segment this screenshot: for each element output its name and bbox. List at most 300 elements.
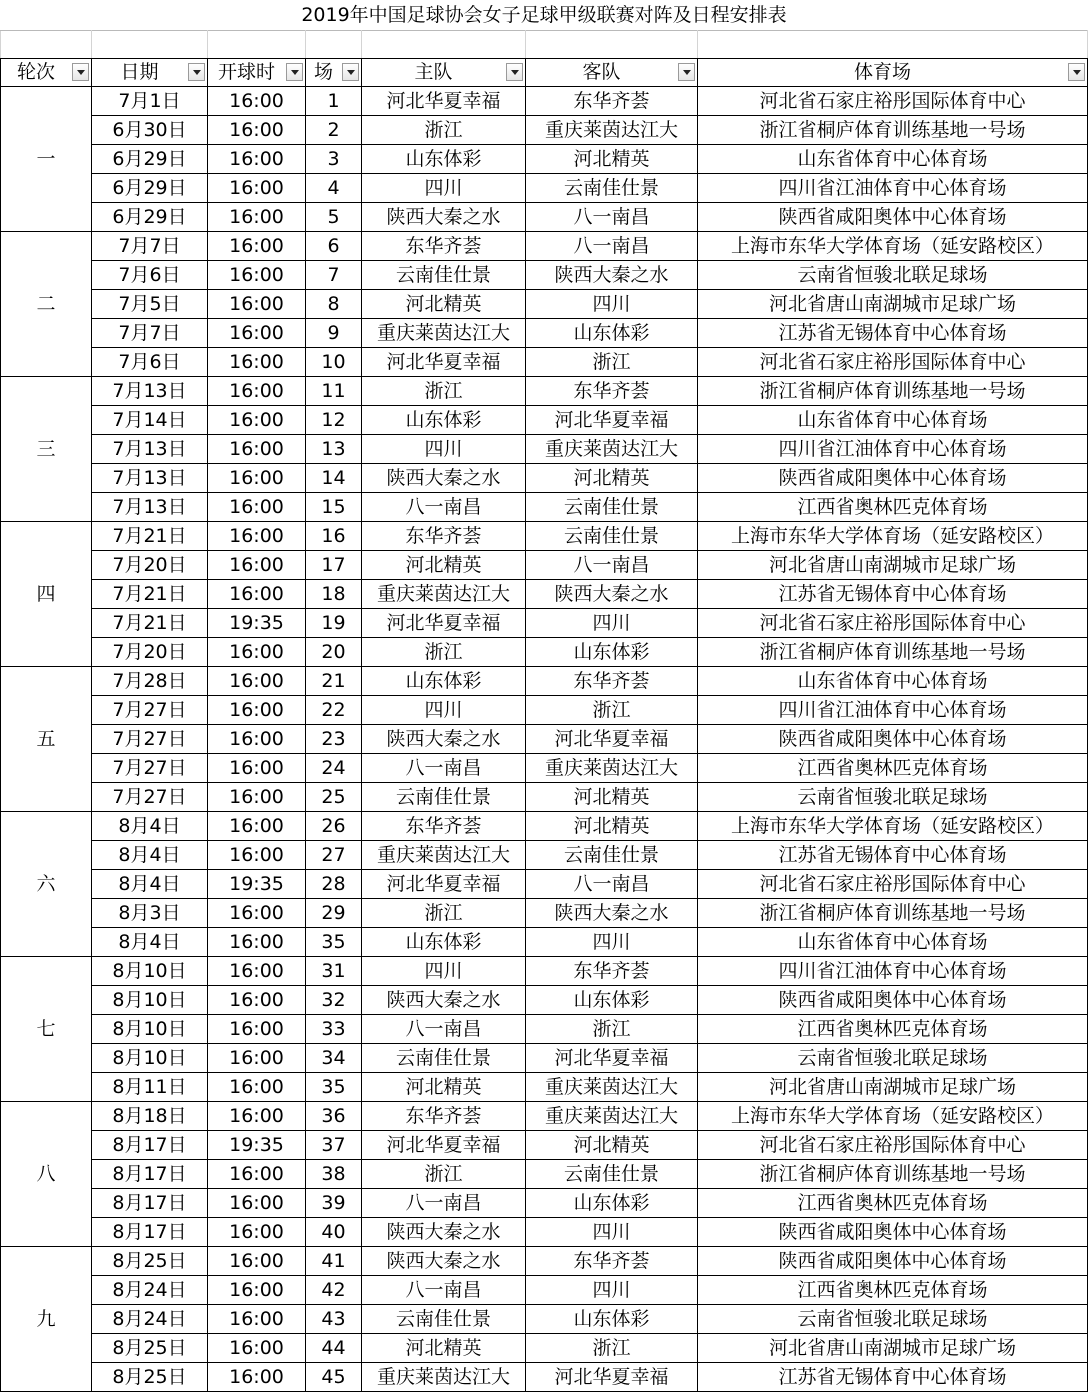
date-cell[interactable]: 8月17日 — [92, 1218, 208, 1247]
match-number-cell[interactable]: 25 — [306, 783, 362, 812]
date-cell[interactable]: 8月4日 — [92, 812, 208, 841]
match-number-cell[interactable]: 26 — [306, 812, 362, 841]
date-cell[interactable]: 6月29日 — [92, 145, 208, 174]
date-cell[interactable]: 7月27日 — [92, 783, 208, 812]
kickoff-time-cell[interactable]: 16:00 — [208, 580, 306, 609]
venue-cell[interactable]: 四川省江油体育中心体育场 — [698, 174, 1088, 203]
home-team-cell[interactable]: 四川 — [362, 696, 526, 725]
round-cell[interactable]: 六 — [1, 812, 92, 957]
away-team-cell[interactable]: 河北精英 — [526, 145, 698, 174]
kickoff-time-cell[interactable]: 16:00 — [208, 667, 306, 696]
kickoff-time-cell[interactable]: 16:00 — [208, 841, 306, 870]
away-team-cell[interactable]: 四川 — [526, 1276, 698, 1305]
venue-cell[interactable]: 河北省唐山南湖城市足球广场 — [698, 551, 1088, 580]
kickoff-time-cell[interactable]: 16:00 — [208, 116, 306, 145]
away-team-cell[interactable]: 重庆莱茵达江大 — [526, 754, 698, 783]
filter-dropdown-icon[interactable] — [188, 63, 205, 81]
match-number-cell[interactable]: 34 — [306, 1044, 362, 1073]
header-date[interactable] — [92, 59, 208, 87]
kickoff-time-cell[interactable]: 16:00 — [208, 145, 306, 174]
home-team-cell[interactable]: 四川 — [362, 435, 526, 464]
round-cell[interactable]: 三 — [1, 377, 92, 522]
home-team-cell[interactable]: 四川 — [362, 174, 526, 203]
kickoff-time-cell[interactable]: 16:00 — [208, 1305, 306, 1334]
filter-dropdown-icon[interactable] — [72, 63, 89, 81]
home-team-cell[interactable]: 河北华夏幸福 — [362, 87, 526, 116]
kickoff-time-cell[interactable]: 16:00 — [208, 1102, 306, 1131]
date-cell[interactable]: 8月4日 — [92, 841, 208, 870]
kickoff-time-cell[interactable]: 16:00 — [208, 1247, 306, 1276]
match-number-cell[interactable]: 41 — [306, 1247, 362, 1276]
match-number-cell[interactable]: 27 — [306, 841, 362, 870]
match-number-cell[interactable]: 21 — [306, 667, 362, 696]
round-cell[interactable]: 四 — [1, 522, 92, 667]
date-cell[interactable]: 7月5日 — [92, 290, 208, 319]
venue-cell[interactable]: 河北省石家庄裕彤国际体育中心 — [698, 87, 1088, 116]
kickoff-time-cell[interactable]: 16:00 — [208, 1334, 306, 1363]
match-number-cell[interactable]: 28 — [306, 870, 362, 899]
date-cell[interactable]: 8月17日 — [92, 1189, 208, 1218]
home-team-cell[interactable]: 河北精英 — [362, 551, 526, 580]
away-team-cell[interactable]: 浙江 — [526, 348, 698, 377]
date-cell[interactable]: 7月7日 — [92, 319, 208, 348]
away-team-cell[interactable]: 河北精英 — [526, 783, 698, 812]
header-kickoff-time[interactable] — [208, 59, 306, 87]
venue-cell[interactable]: 陕西省咸阳奥体中心体育场 — [698, 1218, 1088, 1247]
date-cell[interactable]: 8月25日 — [92, 1363, 208, 1392]
match-number-cell[interactable]: 11 — [306, 377, 362, 406]
home-team-cell[interactable]: 东华齐荟 — [362, 1102, 526, 1131]
away-team-cell[interactable]: 八一南昌 — [526, 203, 698, 232]
date-cell[interactable]: 8月25日 — [92, 1334, 208, 1363]
home-team-cell[interactable]: 重庆莱茵达江大 — [362, 1363, 526, 1392]
header-label: 日期 — [120, 61, 159, 83]
venue-cell[interactable]: 四川省江油体育中心体育场 — [698, 957, 1088, 986]
match-number-cell[interactable]: 44 — [306, 1334, 362, 1363]
date-cell[interactable]: 8月11日 — [92, 1073, 208, 1102]
header-venue[interactable] — [698, 59, 1088, 87]
away-team-cell[interactable]: 重庆莱茵达江大 — [526, 116, 698, 145]
away-team-cell[interactable]: 河北华夏幸福 — [526, 406, 698, 435]
date-cell[interactable]: 7月1日 — [92, 87, 208, 116]
venue-cell[interactable]: 山东省体育中心体育场 — [698, 928, 1088, 957]
table-row — [1, 522, 1088, 551]
filter-dropdown-icon[interactable] — [342, 63, 359, 81]
match-number-cell[interactable]: 1 — [306, 87, 362, 116]
away-team-cell[interactable]: 河北华夏幸福 — [526, 1044, 698, 1073]
venue-cell[interactable]: 江苏省无锡体育中心体育场 — [698, 319, 1088, 348]
venue-cell[interactable]: 浙江省桐庐体育训练基地一号场 — [698, 638, 1088, 667]
filter-dropdown-icon[interactable] — [678, 63, 695, 81]
home-team-cell[interactable]: 河北精英 — [362, 290, 526, 319]
home-team-cell[interactable]: 陕西大秦之水 — [362, 725, 526, 754]
kickoff-time-cell[interactable]: 16:00 — [208, 551, 306, 580]
venue-cell[interactable]: 浙江省桐庐体育训练基地一号场 — [698, 377, 1088, 406]
match-number-cell[interactable]: 33 — [306, 1015, 362, 1044]
away-team-cell[interactable]: 山东体彩 — [526, 319, 698, 348]
kickoff-time-cell[interactable]: 16:00 — [208, 348, 306, 377]
home-team-cell[interactable]: 云南佳仕景 — [362, 783, 526, 812]
header-match-number[interactable] — [306, 59, 362, 87]
home-team-cell[interactable]: 陕西大秦之水 — [362, 464, 526, 493]
header-home-team[interactable] — [362, 59, 526, 87]
home-team-cell[interactable]: 河北华夏幸福 — [362, 348, 526, 377]
venue-cell[interactable]: 浙江省桐庐体育训练基地一号场 — [698, 899, 1088, 928]
away-team-cell[interactable]: 河北精英 — [526, 812, 698, 841]
kickoff-time-cell[interactable]: 16:00 — [208, 1015, 306, 1044]
venue-cell[interactable]: 河北省唐山南湖城市足球广场 — [698, 1073, 1088, 1102]
away-team-cell[interactable]: 河北华夏幸福 — [526, 725, 698, 754]
kickoff-time-cell[interactable]: 16:00 — [208, 290, 306, 319]
round-cell[interactable]: 九 — [1, 1247, 92, 1392]
kickoff-time-cell[interactable]: 16:00 — [208, 522, 306, 551]
match-number-cell[interactable]: 45 — [306, 1363, 362, 1392]
kickoff-time-cell[interactable]: 16:00 — [208, 899, 306, 928]
date-cell[interactable]: 7月13日 — [92, 377, 208, 406]
match-number-cell[interactable]: 37 — [306, 1131, 362, 1160]
away-team-cell[interactable]: 浙江 — [526, 696, 698, 725]
kickoff-time-cell[interactable]: 16:00 — [208, 261, 306, 290]
away-team-cell[interactable]: 重庆莱茵达江大 — [526, 1073, 698, 1102]
home-team-cell[interactable]: 八一南昌 — [362, 493, 526, 522]
match-number-cell[interactable]: 12 — [306, 406, 362, 435]
date-cell[interactable]: 8月10日 — [92, 986, 208, 1015]
home-team-cell[interactable]: 云南佳仕景 — [362, 1305, 526, 1334]
kickoff-time-cell[interactable]: 16:00 — [208, 1363, 306, 1392]
home-team-cell[interactable]: 八一南昌 — [362, 754, 526, 783]
kickoff-time-cell[interactable]: 16:00 — [208, 493, 306, 522]
venue-cell[interactable]: 江西省奥林匹克体育场 — [698, 1189, 1088, 1218]
match-number-cell[interactable]: 35 — [306, 928, 362, 957]
date-cell[interactable]: 7月20日 — [92, 551, 208, 580]
table-row — [1, 783, 1088, 812]
home-team-cell[interactable]: 浙江 — [362, 377, 526, 406]
venue-cell[interactable]: 陕西省咸阳奥体中心体育场 — [698, 986, 1088, 1015]
venue-cell[interactable]: 陕西省咸阳奥体中心体育场 — [698, 725, 1088, 754]
away-team-cell[interactable]: 四川 — [526, 290, 698, 319]
match-number-cell[interactable]: 43 — [306, 1305, 362, 1334]
date-cell[interactable]: 7月13日 — [92, 464, 208, 493]
date-cell[interactable]: 7月6日 — [92, 348, 208, 377]
match-number-cell[interactable]: 19 — [306, 609, 362, 638]
home-team-cell[interactable]: 河北精英 — [362, 1334, 526, 1363]
away-team-cell[interactable]: 八一南昌 — [526, 232, 698, 261]
venue-cell[interactable]: 江苏省无锡体育中心体育场 — [698, 580, 1088, 609]
venue-cell[interactable]: 江西省奥林匹克体育场 — [698, 754, 1088, 783]
round-cell[interactable]: 七 — [1, 957, 92, 1102]
kickoff-time-cell[interactable]: 16:00 — [208, 406, 306, 435]
away-team-cell[interactable]: 山东体彩 — [526, 1189, 698, 1218]
match-number-cell[interactable]: 32 — [306, 986, 362, 1015]
date-cell[interactable]: 7月21日 — [92, 522, 208, 551]
header-away-team[interactable] — [526, 59, 698, 87]
venue-cell[interactable]: 上海市东华大学体育场（延安路校区） — [698, 812, 1088, 841]
away-team-cell[interactable]: 云南佳仕景 — [526, 841, 698, 870]
match-number-cell[interactable]: 3 — [306, 145, 362, 174]
venue-cell[interactable]: 河北省石家庄裕彤国际体育中心 — [698, 609, 1088, 638]
kickoff-time-cell[interactable]: 16:00 — [208, 1160, 306, 1189]
away-team-cell[interactable]: 浙江 — [526, 1015, 698, 1044]
match-number-cell[interactable]: 31 — [306, 957, 362, 986]
kickoff-time-cell[interactable]: 16:00 — [208, 232, 306, 261]
round-cell[interactable]: 五 — [1, 667, 92, 812]
kickoff-time-cell[interactable]: 16:00 — [208, 928, 306, 957]
away-team-cell[interactable]: 八一南昌 — [526, 551, 698, 580]
kickoff-time-cell[interactable]: 16:00 — [208, 435, 306, 464]
kickoff-time-cell[interactable]: 16:00 — [208, 319, 306, 348]
date-cell[interactable]: 7月27日 — [92, 696, 208, 725]
away-team-cell[interactable]: 东华齐荟 — [526, 667, 698, 696]
match-number-cell[interactable]: 5 — [306, 203, 362, 232]
kickoff-time-cell[interactable]: 16:00 — [208, 638, 306, 667]
match-number-cell[interactable]: 14 — [306, 464, 362, 493]
date-cell[interactable]: 7月20日 — [92, 638, 208, 667]
away-team-cell[interactable]: 四川 — [526, 1218, 698, 1247]
home-team-cell[interactable]: 八一南昌 — [362, 1015, 526, 1044]
home-team-cell[interactable]: 浙江 — [362, 116, 526, 145]
match-number-cell[interactable]: 38 — [306, 1160, 362, 1189]
table-row — [1, 957, 1088, 986]
away-team-cell[interactable]: 东华齐荟 — [526, 957, 698, 986]
away-team-cell[interactable]: 四川 — [526, 928, 698, 957]
away-team-cell[interactable]: 云南佳仕景 — [526, 1160, 698, 1189]
home-team-cell[interactable]: 陕西大秦之水 — [362, 203, 526, 232]
match-number-cell[interactable]: 23 — [306, 725, 362, 754]
home-team-cell[interactable]: 河北华夏幸福 — [362, 870, 526, 899]
away-team-cell[interactable]: 四川 — [526, 609, 698, 638]
date-cell[interactable]: 7月13日 — [92, 493, 208, 522]
home-team-cell[interactable]: 四川 — [362, 957, 526, 986]
away-team-cell[interactable]: 云南佳仕景 — [526, 174, 698, 203]
match-number-cell[interactable]: 7 — [306, 261, 362, 290]
away-team-cell[interactable]: 重庆莱茵达江大 — [526, 435, 698, 464]
away-team-cell[interactable]: 陕西大秦之水 — [526, 580, 698, 609]
date-cell[interactable]: 6月29日 — [92, 203, 208, 232]
date-cell[interactable]: 8月18日 — [92, 1102, 208, 1131]
venue-cell[interactable]: 河北省石家庄裕彤国际体育中心 — [698, 1131, 1088, 1160]
home-team-cell[interactable]: 山东体彩 — [362, 667, 526, 696]
away-team-cell[interactable]: 山东体彩 — [526, 638, 698, 667]
away-team-cell[interactable]: 陕西大秦之水 — [526, 261, 698, 290]
date-cell[interactable]: 7月6日 — [92, 261, 208, 290]
kickoff-time-cell[interactable]: 16:00 — [208, 754, 306, 783]
date-cell[interactable]: 8月24日 — [92, 1305, 208, 1334]
filter-dropdown-icon[interactable] — [506, 63, 523, 81]
date-cell[interactable]: 6月30日 — [92, 116, 208, 145]
round-cell[interactable]: 一 — [1, 87, 92, 232]
match-number-cell[interactable]: 9 — [306, 319, 362, 348]
away-team-cell[interactable]: 云南佳仕景 — [526, 493, 698, 522]
home-team-cell[interactable]: 东华齐荟 — [362, 522, 526, 551]
away-team-cell[interactable]: 山东体彩 — [526, 986, 698, 1015]
venue-cell[interactable]: 江西省奥林匹克体育场 — [698, 493, 1088, 522]
venue-cell[interactable]: 河北省石家庄裕彤国际体育中心 — [698, 870, 1088, 899]
venue-cell[interactable]: 四川省江油体育中心体育场 — [698, 696, 1088, 725]
away-team-cell[interactable]: 云南佳仕景 — [526, 522, 698, 551]
date-cell[interactable]: 7月21日 — [92, 609, 208, 638]
match-number-cell[interactable]: 10 — [306, 348, 362, 377]
match-number-cell[interactable]: 40 — [306, 1218, 362, 1247]
date-cell[interactable]: 8月25日 — [92, 1247, 208, 1276]
date-cell[interactable]: 7月13日 — [92, 435, 208, 464]
venue-cell[interactable]: 上海市东华大学体育场（延安路校区） — [698, 1102, 1088, 1131]
date-cell[interactable]: 7月28日 — [92, 667, 208, 696]
date-cell[interactable]: 7月14日 — [92, 406, 208, 435]
away-team-cell[interactable]: 八一南昌 — [526, 870, 698, 899]
kickoff-time-cell[interactable]: 16:00 — [208, 812, 306, 841]
venue-cell[interactable]: 云南省恒骏北联足球场 — [698, 261, 1088, 290]
kickoff-time-cell[interactable]: 19:35 — [208, 1131, 306, 1160]
home-team-cell[interactable]: 浙江 — [362, 638, 526, 667]
match-number-cell[interactable]: 13 — [306, 435, 362, 464]
header-label: 轮次 — [16, 61, 55, 83]
home-team-cell[interactable]: 山东体彩 — [362, 928, 526, 957]
venue-cell[interactable]: 陕西省咸阳奥体中心体育场 — [698, 464, 1088, 493]
date-cell[interactable]: 8月10日 — [92, 1044, 208, 1073]
venue-cell[interactable]: 河北省唐山南湖城市足球广场 — [698, 290, 1088, 319]
away-team-cell[interactable]: 陕西大秦之水 — [526, 899, 698, 928]
date-cell[interactable]: 7月21日 — [92, 580, 208, 609]
venue-cell[interactable]: 浙江省桐庐体育训练基地一号场 — [698, 1160, 1088, 1189]
date-cell[interactable]: 8月17日 — [92, 1131, 208, 1160]
date-cell[interactable]: 8月17日 — [92, 1160, 208, 1189]
venue-cell[interactable]: 江苏省无锡体育中心体育场 — [698, 841, 1088, 870]
match-number-cell[interactable]: 22 — [306, 696, 362, 725]
kickoff-time-cell[interactable]: 16:00 — [208, 1276, 306, 1305]
kickoff-time-cell[interactable]: 16:00 — [208, 464, 306, 493]
match-number-cell[interactable]: 4 — [306, 174, 362, 203]
home-team-cell[interactable]: 山东体彩 — [362, 145, 526, 174]
away-team-cell[interactable]: 山东体彩 — [526, 1305, 698, 1334]
filter-dropdown-icon[interactable] — [1068, 63, 1085, 81]
kickoff-time-cell[interactable]: 16:00 — [208, 174, 306, 203]
match-number-cell[interactable]: 17 — [306, 551, 362, 580]
header-label: 场 — [313, 61, 333, 83]
venue-cell[interactable]: 浙江省桐庐体育训练基地一号场 — [698, 116, 1088, 145]
home-team-cell[interactable]: 浙江 — [362, 899, 526, 928]
home-team-cell[interactable]: 东华齐荟 — [362, 232, 526, 261]
venue-cell[interactable]: 云南省恒骏北联足球场 — [698, 783, 1088, 812]
date-cell[interactable]: 8月10日 — [92, 1015, 208, 1044]
home-team-cell[interactable]: 陕西大秦之水 — [362, 1218, 526, 1247]
away-team-cell[interactable]: 河北精英 — [526, 1131, 698, 1160]
venue-cell[interactable]: 河北省唐山南湖城市足球广场 — [698, 1334, 1088, 1363]
away-team-cell[interactable]: 东华齐荟 — [526, 377, 698, 406]
venue-cell[interactable]: 山东省体育中心体育场 — [698, 406, 1088, 435]
venue-cell[interactable]: 上海市东华大学体育场（延安路校区） — [698, 232, 1088, 261]
match-number-cell[interactable]: 20 — [306, 638, 362, 667]
date-cell[interactable]: 8月3日 — [92, 899, 208, 928]
home-team-cell[interactable]: 东华齐荟 — [362, 812, 526, 841]
date-cell[interactable]: 8月24日 — [92, 1276, 208, 1305]
match-number-cell[interactable]: 15 — [306, 493, 362, 522]
home-team-cell[interactable]: 云南佳仕景 — [362, 1044, 526, 1073]
venue-cell[interactable]: 四川省江油体育中心体育场 — [698, 435, 1088, 464]
kickoff-time-cell[interactable]: 19:35 — [208, 870, 306, 899]
away-team-cell[interactable]: 东华齐荟 — [526, 87, 698, 116]
kickoff-time-cell[interactable]: 16:00 — [208, 986, 306, 1015]
match-number-cell[interactable]: 29 — [306, 899, 362, 928]
venue-cell[interactable]: 江西省奥林匹克体育场 — [698, 1015, 1088, 1044]
match-number-cell[interactable]: 18 — [306, 580, 362, 609]
kickoff-time-cell[interactable]: 16:00 — [208, 696, 306, 725]
kickoff-time-cell[interactable]: 16:00 — [208, 87, 306, 116]
filter-dropdown-icon[interactable] — [286, 63, 303, 81]
venue-cell[interactable]: 江西省奥林匹克体育场 — [698, 1276, 1088, 1305]
date-cell[interactable]: 6月29日 — [92, 174, 208, 203]
home-team-cell[interactable]: 河北精英 — [362, 1073, 526, 1102]
venue-cell[interactable]: 江苏省无锡体育中心体育场 — [698, 1363, 1088, 1392]
away-team-cell[interactable]: 河北精英 — [526, 464, 698, 493]
kickoff-time-cell[interactable]: 16:00 — [208, 725, 306, 754]
venue-cell[interactable]: 陕西省咸阳奥体中心体育场 — [698, 1247, 1088, 1276]
venue-cell[interactable]: 山东省体育中心体育场 — [698, 145, 1088, 174]
match-number-cell[interactable]: 39 — [306, 1189, 362, 1218]
home-team-cell[interactable]: 重庆莱茵达江大 — [362, 319, 526, 348]
home-team-cell[interactable]: 山东体彩 — [362, 406, 526, 435]
kickoff-time-cell[interactable]: 16:00 — [208, 1189, 306, 1218]
venue-cell[interactable]: 陕西省咸阳奥体中心体育场 — [698, 203, 1088, 232]
match-number-cell[interactable]: 35 — [306, 1073, 362, 1102]
table-row — [1, 696, 1088, 725]
date-cell[interactable]: 7月27日 — [92, 725, 208, 754]
home-team-cell[interactable]: 河北华夏幸福 — [362, 1131, 526, 1160]
round-cell[interactable]: 八 — [1, 1102, 92, 1247]
header-round[interactable] — [1, 59, 92, 87]
venue-cell[interactable]: 云南省恒骏北联足球场 — [698, 1044, 1088, 1073]
venue-cell[interactable]: 云南省恒骏北联足球场 — [698, 1305, 1088, 1334]
round-cell[interactable]: 二 — [1, 232, 92, 377]
kickoff-time-cell[interactable]: 16:00 — [208, 1073, 306, 1102]
kickoff-time-cell[interactable]: 16:00 — [208, 1044, 306, 1073]
date-cell[interactable]: 7月7日 — [92, 232, 208, 261]
away-team-cell[interactable]: 河北华夏幸福 — [526, 1363, 698, 1392]
match-number-cell[interactable]: 42 — [306, 1276, 362, 1305]
away-team-cell[interactable]: 东华齐荟 — [526, 1247, 698, 1276]
home-team-cell[interactable]: 八一南昌 — [362, 1276, 526, 1305]
match-number-cell[interactable]: 36 — [306, 1102, 362, 1131]
date-cell[interactable]: 8月10日 — [92, 957, 208, 986]
kickoff-time-cell[interactable]: 16:00 — [208, 1218, 306, 1247]
date-cell[interactable]: 7月27日 — [92, 754, 208, 783]
match-number-cell[interactable]: 2 — [306, 116, 362, 145]
away-team-cell[interactable]: 重庆莱茵达江大 — [526, 1102, 698, 1131]
venue-cell[interactable]: 上海市东华大学体育场（延安路校区） — [698, 522, 1088, 551]
match-number-cell[interactable]: 24 — [306, 754, 362, 783]
home-team-cell[interactable]: 陕西大秦之水 — [362, 1247, 526, 1276]
home-team-cell[interactable]: 陕西大秦之水 — [362, 986, 526, 1015]
venue-cell[interactable]: 山东省体育中心体育场 — [698, 667, 1088, 696]
kickoff-time-cell[interactable]: 16:00 — [208, 203, 306, 232]
date-cell[interactable]: 8月4日 — [92, 870, 208, 899]
kickoff-time-cell[interactable]: 16:00 — [208, 957, 306, 986]
away-team-cell[interactable]: 浙江 — [526, 1334, 698, 1363]
kickoff-time-cell[interactable]: 16:00 — [208, 783, 306, 812]
home-team-cell[interactable]: 河北华夏幸福 — [362, 609, 526, 638]
home-team-cell[interactable]: 重庆莱茵达江大 — [362, 580, 526, 609]
match-number-cell[interactable]: 16 — [306, 522, 362, 551]
match-number-cell[interactable]: 6 — [306, 232, 362, 261]
home-team-cell[interactable]: 浙江 — [362, 1160, 526, 1189]
date-cell[interactable]: 8月4日 — [92, 928, 208, 957]
venue-cell[interactable]: 河北省石家庄裕彤国际体育中心 — [698, 348, 1088, 377]
kickoff-time-cell[interactable]: 19:35 — [208, 609, 306, 638]
kickoff-time-cell[interactable]: 16:00 — [208, 377, 306, 406]
home-team-cell[interactable]: 云南佳仕景 — [362, 261, 526, 290]
home-team-cell[interactable]: 八一南昌 — [362, 1189, 526, 1218]
home-team-cell[interactable]: 重庆莱茵达江大 — [362, 841, 526, 870]
match-number-cell[interactable]: 8 — [306, 290, 362, 319]
